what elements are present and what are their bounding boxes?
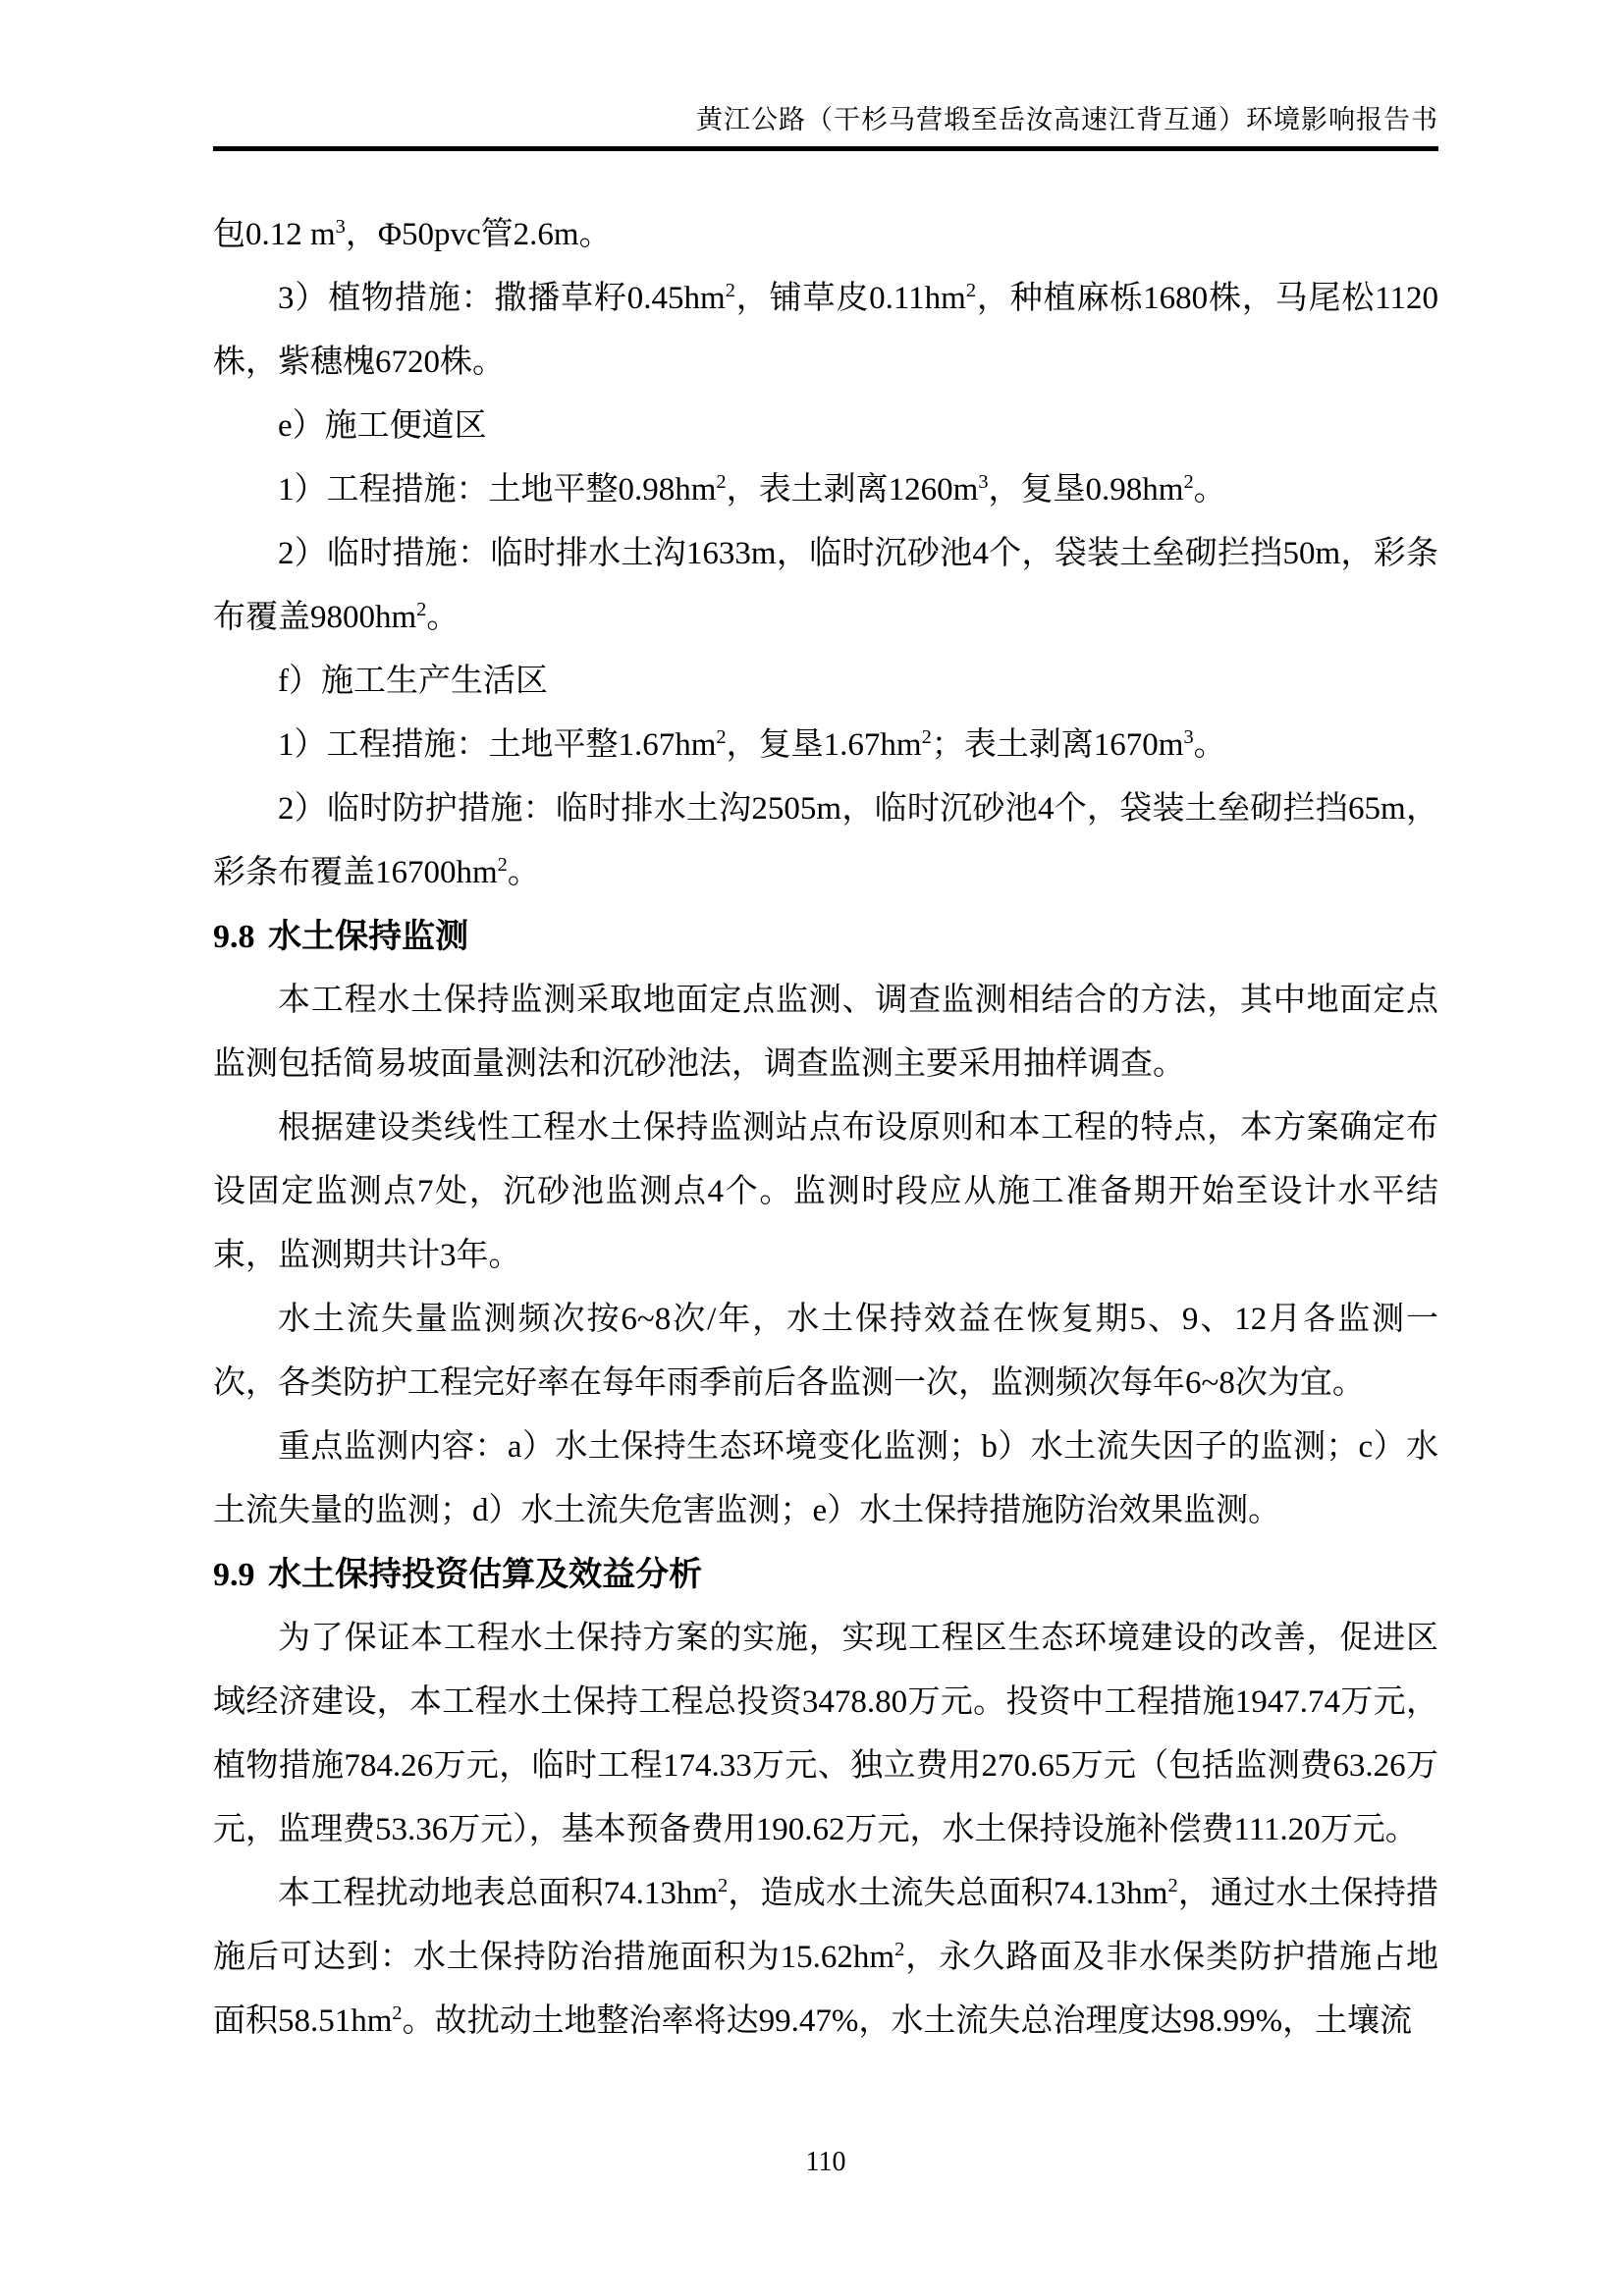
paragraph: 3）植物措施：撒播草籽$0.45hm^2$，铺草皮$0.11hm^2$，种植麻栎1680株，马尾松1120株，紫穗槐6720株。 bbox=[213, 280, 1438, 380]
superscript: 2 bbox=[716, 726, 727, 748]
section-title: 水土保持投资估算及效益分析 bbox=[268, 1557, 703, 1593]
section-number: 9.8 bbox=[213, 919, 255, 955]
paragraph: e）施工便道区 bbox=[278, 408, 487, 444]
paragraph: 水土流失量监测频次按6~8次/年，水土保持效益在恢复期5、9、12月各监测一次，各类防护工程完好率在每年雨季前后各监测一次，监测频次每年6~8次为宜。 bbox=[213, 1302, 1438, 1401]
section-title: 水土保持监测 bbox=[268, 919, 469, 955]
section-heading bbox=[213, 1543, 1438, 1607]
paragraph: 1）工程措施：土地平整$0.98hm^2$，表土剥离$1260m^3$，复垦$0.98hm^2$。 bbox=[278, 471, 1226, 507]
superscript: 3 bbox=[978, 471, 989, 493]
paragraph: 1）工程措施：土地平整$1.67hm^2$，复垦$1.67hm^2$；表土剥离$1670m^3$。 bbox=[278, 726, 1226, 763]
superscript: 2 bbox=[718, 1875, 729, 1896]
superscript: 2 bbox=[1167, 1875, 1178, 1896]
section-heading bbox=[213, 905, 1438, 969]
superscript: 2 bbox=[921, 726, 932, 748]
paragraph: 重点监测内容：a）水土保持生态环境变化监测；b）水土流失因子的监测；c）水土流失量的监测；d）水土流失危害监测；e）水土保持措施防治效果监测。 bbox=[213, 1429, 1438, 1528]
paragraph: 2）临时措施：临时排水土沟1633m，临时沉砂池4个，袋装土垒砌拦挡50m，彩条布覆盖$9800hm^2$。 bbox=[213, 536, 1438, 635]
paragraph: 包0.12 $m^3$，Φ50pvc管2.6m。 bbox=[213, 216, 612, 252]
paragraph: 本工程水土保持监测采取地面定点监测、调查监测相结合的方法，其中地面定点监测包括简易坡面量测法和沉砂池法，调查监测主要采用抽样调查。 bbox=[213, 983, 1438, 1082]
superscript: 2 bbox=[416, 599, 427, 620]
superscript: 3 bbox=[1183, 726, 1194, 748]
superscript: 2 bbox=[1183, 471, 1194, 493]
superscript: 2 bbox=[965, 280, 977, 301]
superscript: 2 bbox=[725, 280, 735, 301]
superscript: 2 bbox=[894, 1939, 905, 1960]
paragraph: f）施工生产生活区 bbox=[278, 664, 548, 699]
page-number: 110 bbox=[805, 2147, 846, 2177]
paragraph: 本工程扰动地表总面积$74.13hm^2$，造成水土流失总面积$74.13hm^2$，通过水土保持措施后可达到：水土保持防治措施面积为$15.62hm^2$，永久路面及非水保类防护措施占地面积$58.51hm^2$。故扰动土地整治率将达99.47%，水土流失总治理度达98.99%，土壤流 bbox=[213, 1875, 1439, 2039]
superscript: 2 bbox=[497, 854, 508, 876]
superscript: 3 bbox=[335, 216, 346, 238]
page-header-title: 黄江公路（干杉马营塅至岳汝高速江背互通）环境影响报告书 bbox=[213, 102, 1438, 151]
paragraph: 根据建设类线性工程水土保持监测站点布设原则和本工程的特点，本方案确定布设固定监测点7处，沉砂池监测点4个。监测时段应从施工准备期开始至设计水平结束，监测期共计3年。 bbox=[213, 1110, 1438, 1273]
section-number: 9.9 bbox=[213, 1557, 255, 1593]
paragraph: 为了保证本工程水土保持方案的实施，实现工程区生态环境建设的改善，促进区域经济建设，本工程水土保持工程总投资3478.80万元。投资中工程措施1947.74万元，植物措施784.26万元，临时工程174.33万元、独立费用270.65万元（包括监测费63.26万元，监理费53.36万元），基本预备费用190.62万元，水土保持设施补偿费111.20万元。 bbox=[213, 1621, 1438, 1847]
superscript: 2 bbox=[392, 2002, 403, 2024]
superscript: 2 bbox=[716, 471, 727, 493]
document-content bbox=[213, 203, 1438, 2054]
paragraph: 2）临时防护措施：临时排水土沟2505m，临时沉砂池4个，袋装土垒砌拦挡65m，彩条布覆盖$16700hm^2$。 bbox=[213, 791, 1438, 890]
